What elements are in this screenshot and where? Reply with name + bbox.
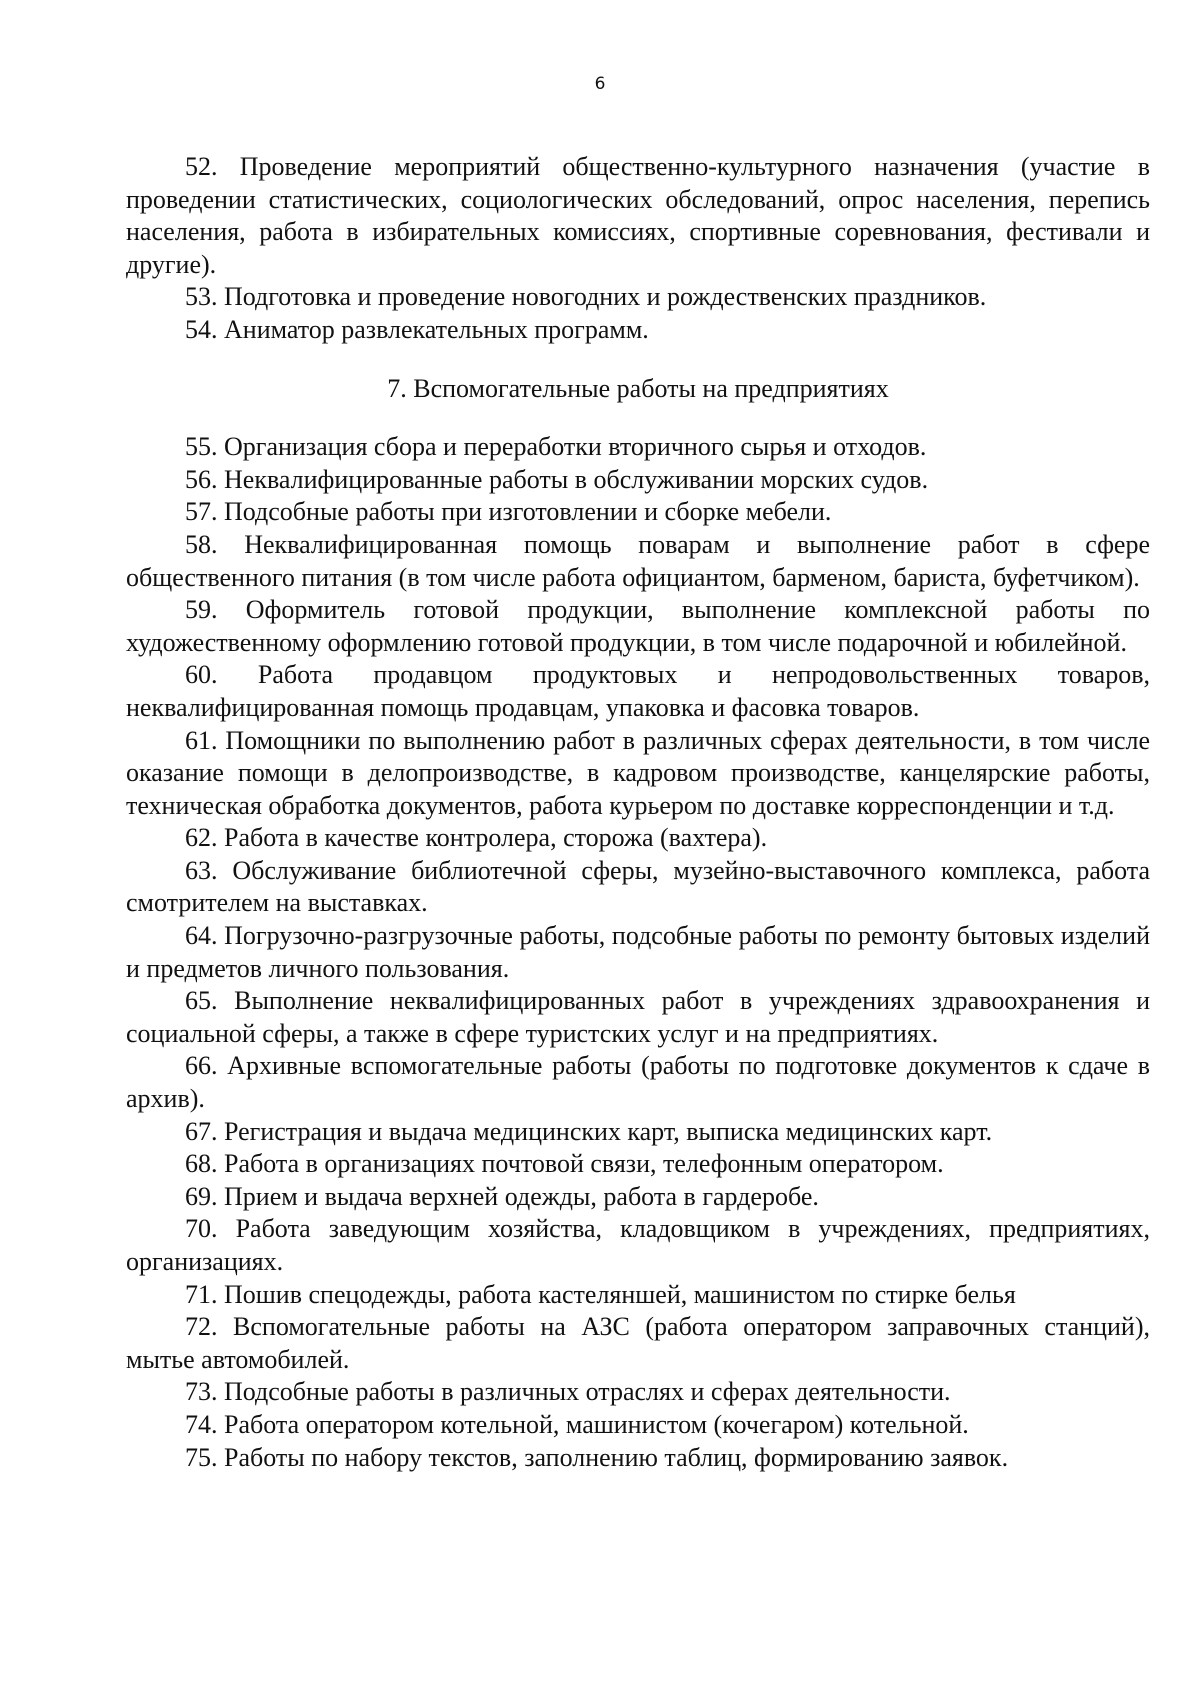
section-heading: 7. Вспомогательные работы на предприятиях [387,373,889,403]
list-item: 72. Вспомогательные работы на АЗС (работа оператором заправочных станций), мытье автомобилей. [126,1312,1150,1374]
list-bottom [126,431,1150,1474]
list-item: 55. Организация сбора и переработки вторичного сырья и отходов. [185,432,927,462]
list-item: 56. Неквалифицированные работы в обслуживании морских судов. [185,464,929,494]
list-item: 70. Работа заведующим хозяйства, кладовщиком в учреждениях, предприятиях, организациях. [126,1214,1150,1276]
list-item: 52. Проведение мероприятий общественно-культурного назначения (участие в проведении статистических, социологических обследований, опрос населения, перепись населения, работа в избирательных комиссиях, спортивные соревнования, фестивали и другие). [126,152,1150,279]
list-item: 58. Неквалифицированная помощь поварам и выполнение работ в сфере общественного питания (в том числе работа официантом, барменом, бариста, буфетчиком). [126,529,1150,592]
list-item: 53. Подготовка и проведение новогодних и рождественских праздников. [185,282,987,312]
page-number: 6 [594,74,606,94]
list-item: 63. Обслуживание библиотечной сферы, музейно-выставочного комплекса, работа смотрителем на выставках. [126,855,1150,918]
list-item: 65. Выполнение неквалифицированных работ в учреждениях здравоохранения и социальной сферы, а также в сфере туристских услуг и на предприятиях. [126,986,1150,1048]
list-item: 73. Подсобные работы в различных отраслях и сферах деятельности. [185,1377,951,1407]
list-item: 74. Работа оператором котельной, машинистом (кочегаром) котельной. [185,1409,969,1439]
list-item: 57. Подсобные работы при изготовлении и сборке мебели. [185,497,832,527]
list-item: 68. Работа в организациях почтовой связи, телефонным оператором. [185,1149,944,1179]
list-item: 54. Аниматор развлекательных программ. [185,314,649,344]
list-item: 64. Погрузочно-разгрузочные работы, подсобные работы по ремонту бытовых изделий и предметов личного пользования. [126,921,1150,983]
list-item: 60. Работа продавцом продуктовых и непродовольственных товаров, неквалифицированная помощь продавцам, упаковка и фасовка товаров. [126,660,1150,722]
list-item: 59. Оформитель готовой продукции, выполнение комплексной работы по художественному оформлению готовой продукции, в том числе подарочной и юбилейной. [126,595,1150,657]
list-item: 71. Пошив спецодежды, работа кастеляншей, машинистом по стирке белья [185,1279,1016,1309]
list-item: 69. Прием и выдача верхней одежды, работа в гардеробе. [185,1181,819,1211]
document-body [126,151,1150,1474]
list-item: 75. Работы по набору текстов, заполнению таблиц, формированию заявок. [185,1442,1009,1472]
list-item: 62. Работа в качестве контролера, сторожа (вахтера). [185,823,768,853]
list-item: 67. Регистрация и выдача медицинских карт, выписка медицинских карт. [185,1116,993,1146]
list-item: 61. Помощники по выполнению работ в различных сферах деятельности, в том числе оказание помощи в делопроизводстве, в кадровом производстве, канцелярские работы, техническая обработка документов, работа курьером по доставке корреспонденции и т.д. [126,725,1150,820]
list-top [126,151,1150,347]
list-item: 66. Архивные вспомогательные работы (работы по подготовке документов к сдаче в архив). [126,1051,1150,1114]
